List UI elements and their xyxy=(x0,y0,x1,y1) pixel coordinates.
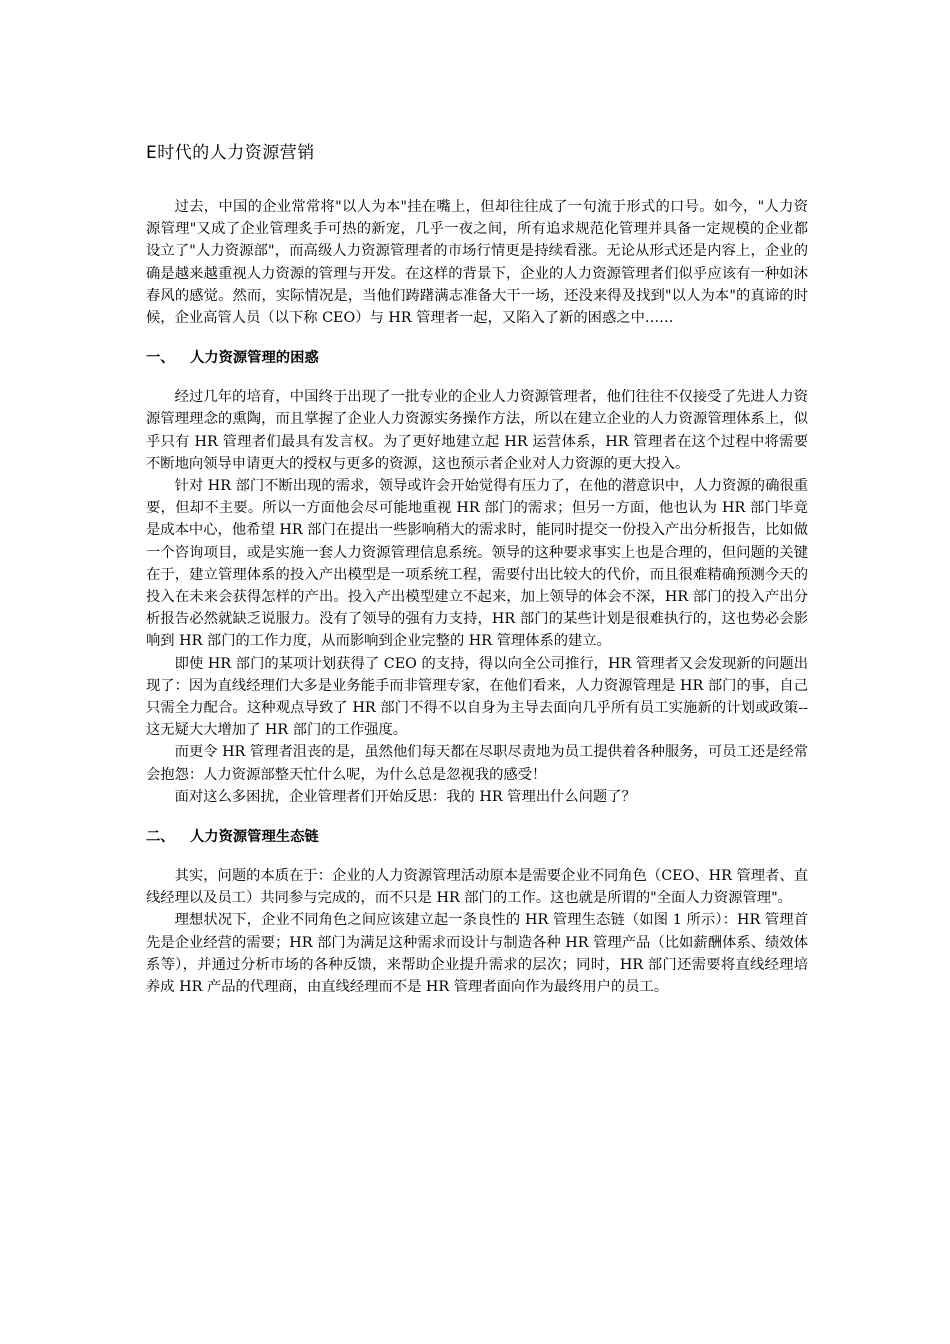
section-1-paragraph-4: 而更令 HR 管理者沮丧的是，虽然他们每天都在尽职尽责地为员工提供着各种服务，可员工还是经常会抱怨：人力资源部整天忙什么呢，为什么总是忽视我的感受！ xyxy=(146,744,808,783)
document-title: E时代的人力资源营销 xyxy=(146,143,315,163)
intro-paragraph: 过去，中国的企业常常将"以人为本"挂在嘴上，但却往往成了一句流于形式的口号。如今，"人力资源管理"又成了企业管理炙手可热的新宠，几乎一夜之间，所有追求规范化管理并具备一定规模的企业都设立了"人力资源部"，而高级人力资源管理者的市场行情更是持续看涨。无论从形式还是内容上，企业的确是越来越重视人力资源的管理与开发。在这样的背景下，企业的人力资源管理者们似乎应该有一种如沐春风的感觉。然而，实际情况是，当他们踌躇满志准备大干一场，还没来得及找到"以人为本"的真谛的时候，企业高管人员（以下称 CEO）与 HR 管理者一起，又陷入了新的困惑之中…… xyxy=(146,199,808,327)
section-2-number: 二、 xyxy=(146,829,175,846)
section-2-heading xyxy=(146,826,808,848)
section-1-number: 一、 xyxy=(146,350,175,367)
section-1-paragraph-3: 即使 HR 部门的某项计划获得了 CEO 的支持，得以向全公司推行，HR 管理者又会发现新的问题出现了：因为直线经理们大多是业务能手而非管理专家，在他们看来，人力资源管理是 HR 部门的事，自己只需全力配合。这种观点导致了 HR 部门不得不以自身为主导去面向几乎所有员工实施新的计划或政策--这无疑大大增加了 HR 部门的工作强度。 xyxy=(146,655,808,739)
section-1-heading xyxy=(146,347,808,369)
section-1-paragraph-1: 经过几年的培育，中国终于出现了一批专业的企业人力资源管理者，他们往往不仅接受了先进人力资源管理理念的熏陶，而且掌握了企业人力资源实务操作方法，所以在建立企业的人力资源管理体系上，似乎只有 HR 管理者们最具有发言权。为了更好地建立起 HR 运营体系，HR 管理者在这个过程中将需要不断地向领导申请更大的授权与更多的资源，这也预示者企业对人力资源的更大投入。 xyxy=(146,389,808,472)
section-2-paragraph-1: 其实，问题的本质在于：企业的人力资源管理活动原本是需要企业不同角色（CEO、HR 管理者、直线经理以及员工）共同参与完成的，而不只是 HR 部门的工作。这也就是所谓的"全面人力资源管理"。 xyxy=(146,868,808,907)
section-2-paragraph-2: 理想状况下，企业不同角色之间应该建立起一条良性的 HR 管理生态链（如图 1 所示）：HR 管理首先是企业经营的需要；HR 部门为满足这种需求而设计与制造各种 HR 管理产品（比如薪酬体系、绩效体系等），并通过分析市场的各种反馈，来帮助企业提升需求的层次；同时，HR 部门还需要将直线经理培养成 HR 产品的代理商，由直线经理而不是 HR 管理者面向作为最终用户的员工。 xyxy=(146,912,808,996)
section-1-paragraph-5: 面对这么多困扰，企业管理者们开始反思：我的 HR 管理出什么问题了？ xyxy=(174,788,636,805)
document-body xyxy=(146,138,808,998)
section-1-title: 人力资源管理的困惑 xyxy=(190,350,319,367)
section-2-title: 人力资源管理生态链 xyxy=(190,829,319,846)
section-1-paragraph-2: 针对 HR 部门不断出现的需求，领导或许会开始觉得有压力了，在他的潜意识中，人力资源的确很重要，但却不主要。所以一方面他会尽可能地重视 HR 部门的需求；但另一方面，他也认为 HR 部门毕竟是成本中心，他希望 HR 部门在提出一些影响稍大的需求时，能同时提交一份投入产出分析报告，比如做一个咨询项目，或是实施一套人力资源管理信息系统。领导的这种要求事实上也是合理的，但问题的关键在于，建立管理体系的投入产出模型是一项系统工程，需要付出比较大的代价，而且很难精确预测今天的投入在未来会获得怎样的产出。投入产出模型建立不起来，加上领导的体会不深，HR 部门的投入产出分析报告必然就缺乏说服力。没有了领导的强有力支持，HR 部门的某些计划是很难执行的，这也势必会影响到 HR 部门的工作力度，从而影响到企业完整的 HR 管理体系的建立。 xyxy=(146,478,808,650)
